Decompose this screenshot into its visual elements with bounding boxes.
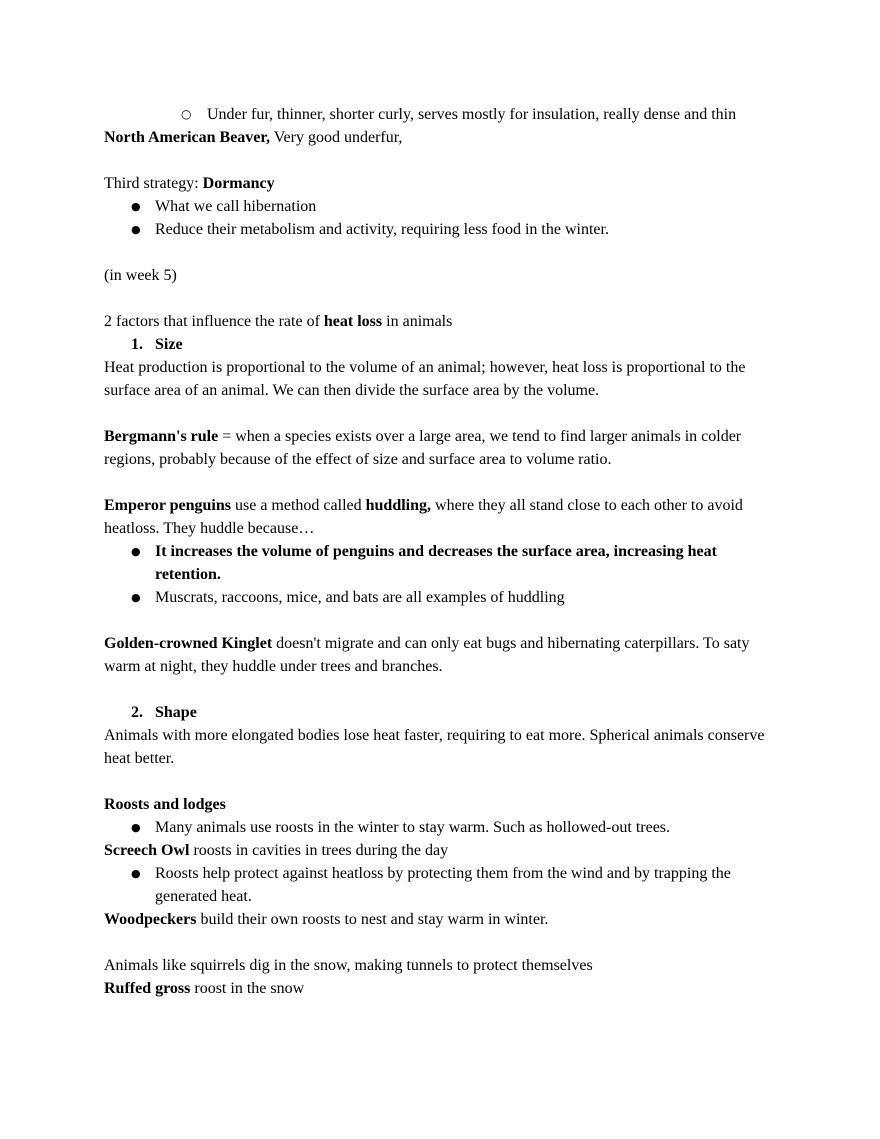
woodpecker-paragraph xyxy=(104,908,784,931)
huddling-term: huddling, xyxy=(365,497,432,514)
kinglet-paragraph xyxy=(104,632,784,678)
dormancy-title: Dormancy xyxy=(202,175,275,192)
heat-loss-intro-prefix: 2 factors that influence the rate of xyxy=(104,313,324,330)
roosts-heading xyxy=(104,793,784,816)
owl-text: roosts in cavities in trees during the day xyxy=(189,842,449,859)
gross-paragraph xyxy=(104,977,784,1000)
owl-paragraph xyxy=(104,839,784,862)
week-note: (in week 5) xyxy=(104,267,177,284)
squirrels-paragraph: Animals like squirrels dig in the snow, making tunnels to protect themselves xyxy=(104,957,593,974)
dormancy-heading xyxy=(104,172,784,195)
roosts-heading-text: Roosts and lodges xyxy=(104,796,226,813)
kinglet-text: doesn't migrate and can only eat bugs and hibernating caterpillars. To saty warm at night, they huddle under trees and branches. xyxy=(104,635,750,675)
dormancy-bullet-2: ● Reduce their metabolism and activity, requiring less food in the winter. xyxy=(104,218,784,241)
huddle-bullet-2: ● Muscrats, raccoons, mice, and bats are all examples of huddling xyxy=(104,586,784,609)
dormancy-bullet-1: ● What we call hibernation xyxy=(104,195,784,218)
huddle-bullet-1 xyxy=(104,540,784,586)
underfur-sublist xyxy=(104,103,784,126)
beaver-paragraph xyxy=(104,126,784,149)
gross-label: Ruffed gross xyxy=(104,980,191,997)
bergmann-paragraph xyxy=(104,425,784,471)
gross-text: roost in the snow xyxy=(190,980,305,997)
heat-loss-intro xyxy=(104,310,784,333)
bergmann-text: = when a species exists over a large area, we tend to find larger animals in colder regions, probably because of the effect of size and surface area to volume ratio. xyxy=(104,428,742,468)
heat-loss-intro-bold: heat loss xyxy=(323,313,383,330)
bergmann-label: Bergmann's rule xyxy=(104,428,219,445)
woodpecker-label: Woodpeckers xyxy=(104,911,197,928)
shape-paragraph: Animals with more elongated bodies lose heat faster, requiring to eat more. Spherical animals conserve heat better. xyxy=(104,727,765,767)
roosts-bullets-1 xyxy=(104,816,784,839)
beaver-label: North American Beaver, xyxy=(104,129,271,146)
kinglet-label: Golden-crowned Kinglet xyxy=(104,635,273,652)
owl-label: Screech Owl xyxy=(104,842,190,859)
heat-loss-intro-suffix: in animals xyxy=(382,313,453,330)
roosts-bullet-2: ● Roosts help protect against heatloss by protecting them from the wind and by trapping the generated heat. xyxy=(104,862,784,908)
underfur-note: ○ Under fur, thinner, shorter curly, serves mostly for insulation, really dense and thin xyxy=(104,103,784,126)
dormancy-prefix: Third strategy: xyxy=(104,175,203,192)
factor-shape-heading xyxy=(104,701,784,724)
emperor-mid: use a method called xyxy=(231,497,366,514)
factor-size-label: Size xyxy=(155,336,183,353)
huddle-bullet-1-text: It increases the volume of penguins and decreases the surface area, increasing heat retention. xyxy=(155,543,717,583)
beaver-text: Very good underfur, xyxy=(270,129,403,146)
factor-size-number: 1. xyxy=(131,336,143,353)
emperor-tail: where they all stand close to each other to avoid heatloss. They huddle because… xyxy=(104,497,743,537)
factor-shape-number: 2. xyxy=(131,704,143,721)
size-paragraph: Heat production is proportional to the volume of an animal; however, heat loss is proportional to the surface area of an animal. We can then divide the surface area by the volume. xyxy=(104,359,746,399)
document-body xyxy=(104,103,784,1000)
dormancy-bullets xyxy=(104,195,784,241)
huddle-bullets xyxy=(104,540,784,609)
emperor-label: Emperor penguins xyxy=(104,497,231,514)
roosts-bullet-1: ● Many animals use roosts in the winter to stay warm. Such as hollowed-out trees. xyxy=(104,816,784,839)
roosts-bullets-2 xyxy=(104,862,784,908)
emperor-paragraph xyxy=(104,494,784,540)
woodpecker-text: build their own roosts to nest and stay warm in winter. xyxy=(196,911,549,928)
factor-shape-label: Shape xyxy=(155,704,197,721)
factor-size-heading xyxy=(104,333,784,356)
